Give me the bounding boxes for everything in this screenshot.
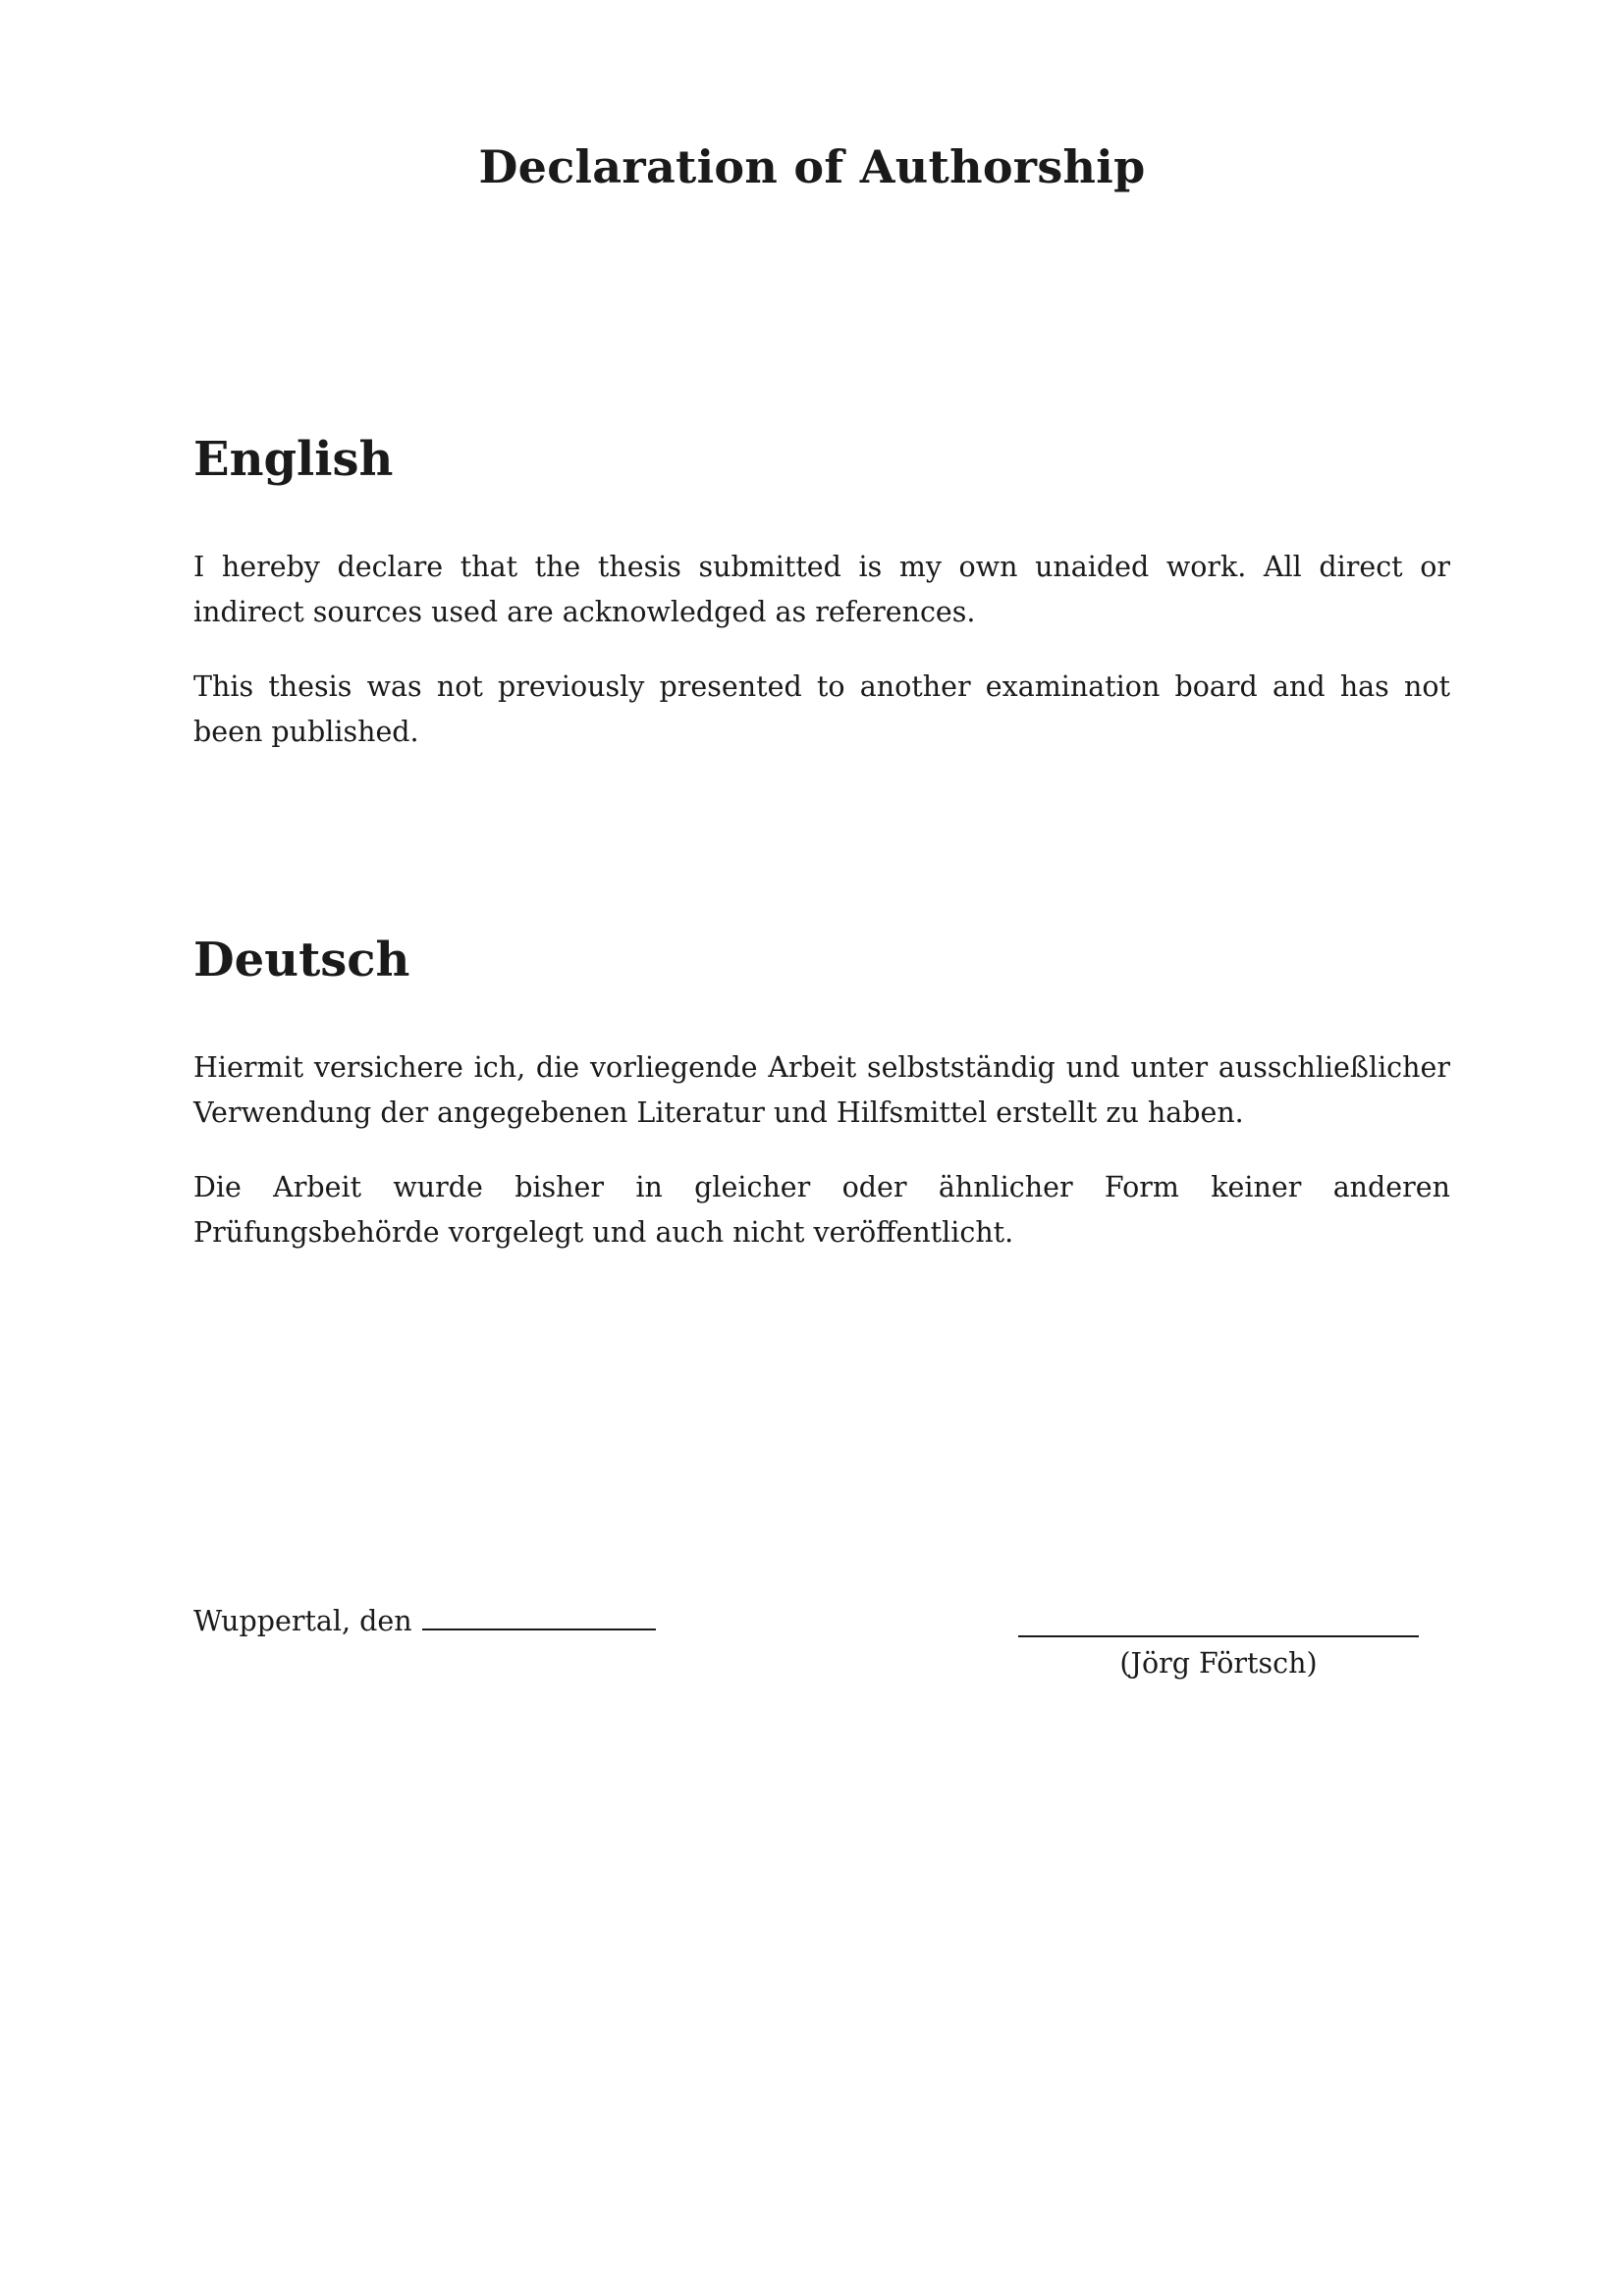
deutsch-paragraph-1: Hiermit versichere ich, die vorliegende Arbeit selbstständig und unter ausschließlicher Verwendung der angegebenen Literatur und Hilfsmittel erstellt zu haben.: [193, 1050, 1450, 1129]
section-heading-deutsch: Deutsch: [193, 933, 410, 988]
section-english: [193, 432, 1450, 755]
english-paragraph-1: I hereby declare that the thesis submitted is my own unaided work. All direct or indirect sources used are acknowledged as references.: [193, 550, 1450, 628]
signature-blank-line: [1018, 1635, 1419, 1637]
english-paragraph-2: This thesis was not previously presented to another examination board and has not been published.: [193, 669, 1450, 748]
signer-name: (Jörg Förtsch): [1119, 1647, 1318, 1680]
place-label: Wuppertal, den: [193, 1605, 412, 1637]
section-heading-english: English: [193, 432, 394, 487]
document-title: Declaration of Authorship: [478, 140, 1146, 193]
place-date-field: [193, 1599, 656, 1644]
deutsch-paragraph-2: Die Arbeit wurde bisher in gleicher oder ähnlicher Form keiner anderen Prüfungsbehörde vorgelegt und auch nicht veröffentlicht.: [193, 1170, 1450, 1249]
section-deutsch: [193, 933, 1450, 1255]
date-blank-line: [422, 1599, 656, 1630]
